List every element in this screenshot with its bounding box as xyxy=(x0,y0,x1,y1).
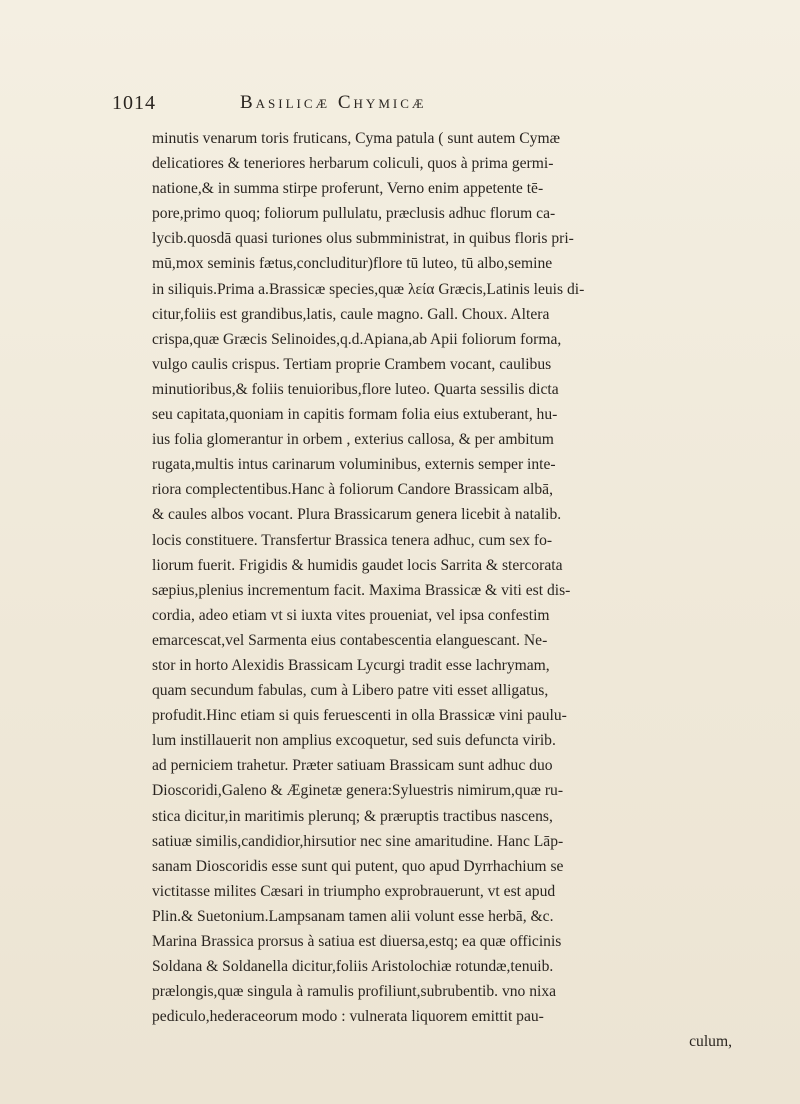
text-line: crispa,quæ Græcis Selinoides,q.d.Apiana,ab Apii foliorum forma, xyxy=(152,330,562,348)
text-line: mū,mox seminis fætus,concluditur)flore tū luteo, tū albo,semine xyxy=(152,255,553,273)
text-line: sæpius,plenius incrementum facit. Maxima Brassicæ & viti est dis- xyxy=(152,581,571,599)
text-line: in siliquis.Prima a.Brassicæ species,quæ λεία Græcis,Latinis leuis di- xyxy=(152,280,585,298)
text-line: natione,& in summa stirpe proferunt, Verno enim appetente tē- xyxy=(152,180,544,198)
text-line: locis constituere. Transfertur Brassica tenera adhuc, cum sex fo- xyxy=(152,531,553,549)
text-line: ius folia glomerantur in orbem , exterius callosa, & per ambitum xyxy=(152,431,554,449)
text-line: liorum fuerit. Frigidis & humidis gaudet locis Sarrita & stercorata xyxy=(152,556,563,574)
text-line: vulgo caulis crispus. Tertiam proprie Crambem vocant, caulibus xyxy=(152,355,552,373)
text-line: seu capitata,quoniam in capitis formam folia eius extuberant, hu- xyxy=(152,406,558,424)
text-line: Plin.& Suetonium.Lampsanam tamen alii volunt esse herbā, &c. xyxy=(152,907,554,925)
text-line: culum, xyxy=(689,1033,732,1051)
text-line: Dioscoridi,Galeno & Æginetæ genera:Syluestris nimirum,quæ ru- xyxy=(152,782,564,800)
text-line: minutioribus,& foliis tenuioribus,flore luteo. Quarta sessilis dicta xyxy=(152,380,559,398)
text-line: satiuæ similis,candidior,hirsutior nec sine amaritudine. Hanc Lāp- xyxy=(152,832,564,850)
text-line: Marina Brassica prorsus à satiua est diuersa,estq; ea quæ officinis xyxy=(152,933,562,950)
text-line: Soldana & Soldanella dicitur,foliis Aristolochiæ rotundæ,tenuib. xyxy=(152,958,554,976)
text-line: cordia, adeo etiam vt si iuxta vites proueniat, vel ipsa confestim xyxy=(152,606,550,624)
text-line: profudit.Hinc etiam si quis feruescenti in olla Brassicæ vini paulu- xyxy=(152,707,567,725)
body-text xyxy=(152,126,742,1054)
text-line: citur,foliis est grandibus,latis, caule magno. Gall. Choux. Altera xyxy=(152,305,550,323)
text-line: ad perniciem trahetur. Præter satiuam Brassicam sunt adhuc duo xyxy=(152,757,553,775)
text-line: delicatiores & teneriores herbarum coliculi, quos à prima germi- xyxy=(152,155,554,173)
text-line: minutis venarum toris fruticans, Cyma patula ( sunt autem Cymæ xyxy=(152,130,560,147)
text-line: quam secundum fabulas, cum à Libero patre viti esset alligatus, xyxy=(152,682,549,700)
text-line: & caules albos vocant. Plura Brassicarum genera licebit à natalib. xyxy=(152,506,562,524)
text-line: pore,primo quoq; foliorum pullulatu, præclusis adhuc florum ca- xyxy=(152,205,556,223)
running-head: Basilicæ Chymicæ xyxy=(240,92,427,113)
text-line: riora complectentibus.Hanc à foliorum Candore Brassicam albā, xyxy=(152,481,553,499)
text-line: prælongis,quæ singula à ramulis profiliunt,subrubentib. vno nixa xyxy=(152,983,557,1001)
text-line: stica dicitur,in maritimis plerunq; & præruptis tractibus nascens, xyxy=(152,807,553,825)
text-line: victitasse milites Cæsari in triumpho exprobrauerunt, vt est apud xyxy=(152,882,556,900)
text-line: rugata,multis intus carinarum voluminibus, externis semper inte- xyxy=(152,456,556,474)
text-line: emarcescat,vel Sarmenta eius contabescentia elanguescant. Ne- xyxy=(152,631,548,649)
text-line: pediculo,hederaceorum modo : vulnerata liquorem emittit pau- xyxy=(152,1008,544,1026)
page-number: 1014 xyxy=(112,92,156,114)
text-line: sanam Dioscoridis esse sunt qui putent, quo apud Dyrrhachium se xyxy=(152,857,564,875)
text-line: stor in horto Alexidis Brassicam Lycurgi tradit esse lachrymam, xyxy=(152,656,550,674)
text-line: lycib.quosdā quasi turiones olus submministrat, in quibus floris pri- xyxy=(152,230,574,248)
page-header xyxy=(112,92,700,118)
text-line: lum instillauerit non amplius excoquetur, sed suis defuncta virib. xyxy=(152,732,556,750)
